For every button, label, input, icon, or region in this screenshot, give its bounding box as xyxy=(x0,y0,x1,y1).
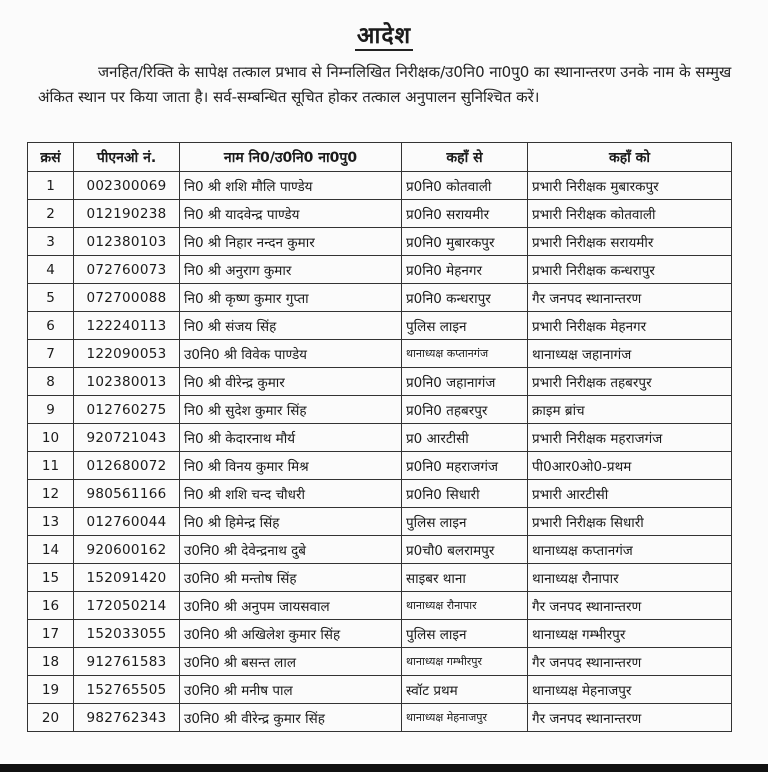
header-pno: पीएनओ नं. xyxy=(74,143,180,172)
to-cell: गैर जनपद स्थानान्तरण xyxy=(528,284,732,312)
serial-cell: 4 xyxy=(28,256,74,284)
from-cell: थानाध्यक्ष गम्भीरपुर xyxy=(402,648,528,676)
from-cell: थानाध्यक्ष कप्तानगंज xyxy=(402,340,528,368)
pno-cell: 102380013 xyxy=(74,368,180,396)
to-cell: थानाध्यक्ष कप्तानगंज xyxy=(528,536,732,564)
serial-cell: 9 xyxy=(28,396,74,424)
name-cell: नि0 श्री केदारनाथ मौर्य xyxy=(180,424,402,452)
table-row xyxy=(28,452,732,480)
to-cell: प्रभारी निरीक्षक कन्धरापुर xyxy=(528,256,732,284)
pno-cell: 122240113 xyxy=(74,312,180,340)
pno-cell: 122090053 xyxy=(74,340,180,368)
header-name: नाम नि0/उ0नि0 ना0पु0 xyxy=(180,143,402,172)
serial-cell: 7 xyxy=(28,340,74,368)
from-cell: पुलिस लाइन xyxy=(402,620,528,648)
pno-cell: 012190238 xyxy=(74,200,180,228)
name-cell: नि0 श्री हिमेन्द्र सिंह xyxy=(180,508,402,536)
to-cell: प्रभारी निरीक्षक मुबारकपुर xyxy=(528,172,732,200)
name-cell: नि0 श्री यादवेन्द्र पाण्डेय xyxy=(180,200,402,228)
pno-cell: 152033055 xyxy=(74,620,180,648)
name-cell: नि0 श्री अनुराग कुमार xyxy=(180,256,402,284)
from-cell: प्र0नि0 तहबरपुर xyxy=(402,396,528,424)
pno-cell: 012760044 xyxy=(74,508,180,536)
serial-cell: 11 xyxy=(28,452,74,480)
from-cell: प्र0नि0 मुबारकपुर xyxy=(402,228,528,256)
table-row xyxy=(28,536,732,564)
name-cell: नि0 श्री सुदेश कुमार सिंह xyxy=(180,396,402,424)
serial-cell: 17 xyxy=(28,620,74,648)
serial-cell: 10 xyxy=(28,424,74,452)
name-cell: नि0 श्री विनय कुमार मिश्र xyxy=(180,452,402,480)
table-row xyxy=(28,284,732,312)
to-cell: गैर जनपद स्थानान्तरण xyxy=(528,704,732,732)
serial-cell: 15 xyxy=(28,564,74,592)
name-cell: उ0नि0 श्री विवेक पाण्डेय xyxy=(180,340,402,368)
from-cell: प्र0चौ0 बलरामपुर xyxy=(402,536,528,564)
serial-cell: 18 xyxy=(28,648,74,676)
serial-cell: 1 xyxy=(28,172,74,200)
table-row xyxy=(28,424,732,452)
from-cell: थानाध्यक्ष रौनापार xyxy=(402,592,528,620)
serial-cell: 2 xyxy=(28,200,74,228)
name-cell: नि0 श्री निहार नन्दन कुमार xyxy=(180,228,402,256)
name-cell: उ0नि0 श्री अखिलेश कुमार सिंह xyxy=(180,620,402,648)
serial-cell: 8 xyxy=(28,368,74,396)
name-cell: नि0 श्री वीरेन्द्र कुमार xyxy=(180,368,402,396)
to-cell: थानाध्यक्ष जहानागंज xyxy=(528,340,732,368)
to-cell: गैर जनपद स्थानान्तरण xyxy=(528,648,732,676)
name-cell: उ0नि0 श्री मन्तोष सिंह xyxy=(180,564,402,592)
table-row xyxy=(28,256,732,284)
from-cell: प्र0नि0 कोतवाली xyxy=(402,172,528,200)
serial-cell: 20 xyxy=(28,704,74,732)
to-cell: प्रभारी निरीक्षक तहबरपुर xyxy=(528,368,732,396)
to-cell: थानाध्यक्ष गम्भीरपुर xyxy=(528,620,732,648)
table-row xyxy=(28,340,732,368)
header-serial: क्रसं xyxy=(28,143,74,172)
from-cell: प्र0नि0 जहानागंज xyxy=(402,368,528,396)
serial-cell: 5 xyxy=(28,284,74,312)
to-cell: प्रभारी निरीक्षक सरायमीर xyxy=(528,228,732,256)
table-header-row xyxy=(28,143,732,172)
to-cell: प्रभारी निरीक्षक सिधारी xyxy=(528,508,732,536)
pno-cell: 980561166 xyxy=(74,480,180,508)
from-cell: प्र0नि0 कन्धरापुर xyxy=(402,284,528,312)
serial-cell: 3 xyxy=(28,228,74,256)
name-cell: उ0नि0 श्री बसन्त लाल xyxy=(180,648,402,676)
name-cell: नि0 श्री शशि मौलि पाण्डेय xyxy=(180,172,402,200)
to-cell: प्रभारी निरीक्षक महराजगंज xyxy=(528,424,732,452)
from-cell: प्र0नि0 सिधारी xyxy=(402,480,528,508)
pno-cell: 152091420 xyxy=(74,564,180,592)
serial-cell: 13 xyxy=(28,508,74,536)
to-cell: गैर जनपद स्थानान्तरण xyxy=(528,592,732,620)
pno-cell: 002300069 xyxy=(74,172,180,200)
intro-text: जनहित/रिक्ति के सापेक्ष तत्काल प्रभाव से निम्नलिखित निरीक्षक/उ0नि0 ना0पु0 का स्थानान्तरण उनके नाम के सम्मुख अंकित स्थान पर किया जाता है। सर्व-सम्बन्धित सूचित होकर तत्काल अनुपालन सुनिश्चित करें। xyxy=(38,63,732,106)
table-row xyxy=(28,564,732,592)
name-cell: उ0नि0 श्री वीरेन्द्र कुमार सिंह xyxy=(180,704,402,732)
table-row xyxy=(28,508,732,536)
table-row xyxy=(28,228,732,256)
table-body xyxy=(28,172,732,732)
table-row xyxy=(28,592,732,620)
to-cell: थानाध्यक्ष रौनापार xyxy=(528,564,732,592)
from-cell: प्र0नि0 मेहनगर xyxy=(402,256,528,284)
name-cell: नि0 श्री संजय सिंह xyxy=(180,312,402,340)
table-row xyxy=(28,704,732,732)
table-row xyxy=(28,368,732,396)
pno-cell: 912761583 xyxy=(74,648,180,676)
table-row xyxy=(28,396,732,424)
name-cell: नि0 श्री कृष्ण कुमार गुप्ता xyxy=(180,284,402,312)
transfer-table xyxy=(27,142,732,732)
name-cell: उ0नि0 श्री अनुपम जायसवाल xyxy=(180,592,402,620)
pno-cell: 072760073 xyxy=(74,256,180,284)
serial-cell: 6 xyxy=(28,312,74,340)
order-heading xyxy=(0,18,768,50)
from-cell: स्वॉट प्रथम xyxy=(402,676,528,704)
from-cell: पुलिस लाइन xyxy=(402,508,528,536)
pno-cell: 982762343 xyxy=(74,704,180,732)
serial-cell: 12 xyxy=(28,480,74,508)
table-row xyxy=(28,648,732,676)
serial-cell: 19 xyxy=(28,676,74,704)
from-cell: प्र0 आरटीसी xyxy=(402,424,528,452)
name-cell: नि0 श्री शशि चन्द चौधरी xyxy=(180,480,402,508)
pno-cell: 172050214 xyxy=(74,592,180,620)
from-cell: प्र0नि0 महराजगंज xyxy=(402,452,528,480)
from-cell: थानाध्यक्ष मेहनाजपुर xyxy=(402,704,528,732)
to-cell: प्रभारी निरीक्षक मेहनगर xyxy=(528,312,732,340)
pno-cell: 920721043 xyxy=(74,424,180,452)
pno-cell: 072700088 xyxy=(74,284,180,312)
name-cell: उ0नि0 श्री मनीष पाल xyxy=(180,676,402,704)
table-row xyxy=(28,312,732,340)
serial-cell: 14 xyxy=(28,536,74,564)
table-row xyxy=(28,200,732,228)
order-intro-paragraph xyxy=(38,60,738,110)
table-row xyxy=(28,480,732,508)
header-from: कहाँ से xyxy=(402,143,528,172)
pno-cell: 920600162 xyxy=(74,536,180,564)
to-cell: पी0आर0ओ0-प्रथम xyxy=(528,452,732,480)
pno-cell: 152765505 xyxy=(74,676,180,704)
table-row xyxy=(28,620,732,648)
to-cell: प्रभारी आरटीसी xyxy=(528,480,732,508)
from-cell: साइबर थाना xyxy=(402,564,528,592)
serial-cell: 16 xyxy=(28,592,74,620)
from-cell: पुलिस लाइन xyxy=(402,312,528,340)
table-row xyxy=(28,676,732,704)
to-cell: क्राइम ब्रांच xyxy=(528,396,732,424)
to-cell: थानाध्यक्ष मेहनाजपुर xyxy=(528,676,732,704)
pno-cell: 012760275 xyxy=(74,396,180,424)
table-row xyxy=(28,172,732,200)
order-heading-text: आदेश xyxy=(356,23,412,49)
to-cell: प्रभारी निरीक्षक कोतवाली xyxy=(528,200,732,228)
from-cell: प्र0नि0 सरायमीर xyxy=(402,200,528,228)
pno-cell: 012380103 xyxy=(74,228,180,256)
header-to: कहाँ को xyxy=(528,143,732,172)
name-cell: उ0नि0 श्री देवेन्द्रनाथ दुबे xyxy=(180,536,402,564)
bottom-edge-bar xyxy=(0,764,768,772)
pno-cell: 012680072 xyxy=(74,452,180,480)
